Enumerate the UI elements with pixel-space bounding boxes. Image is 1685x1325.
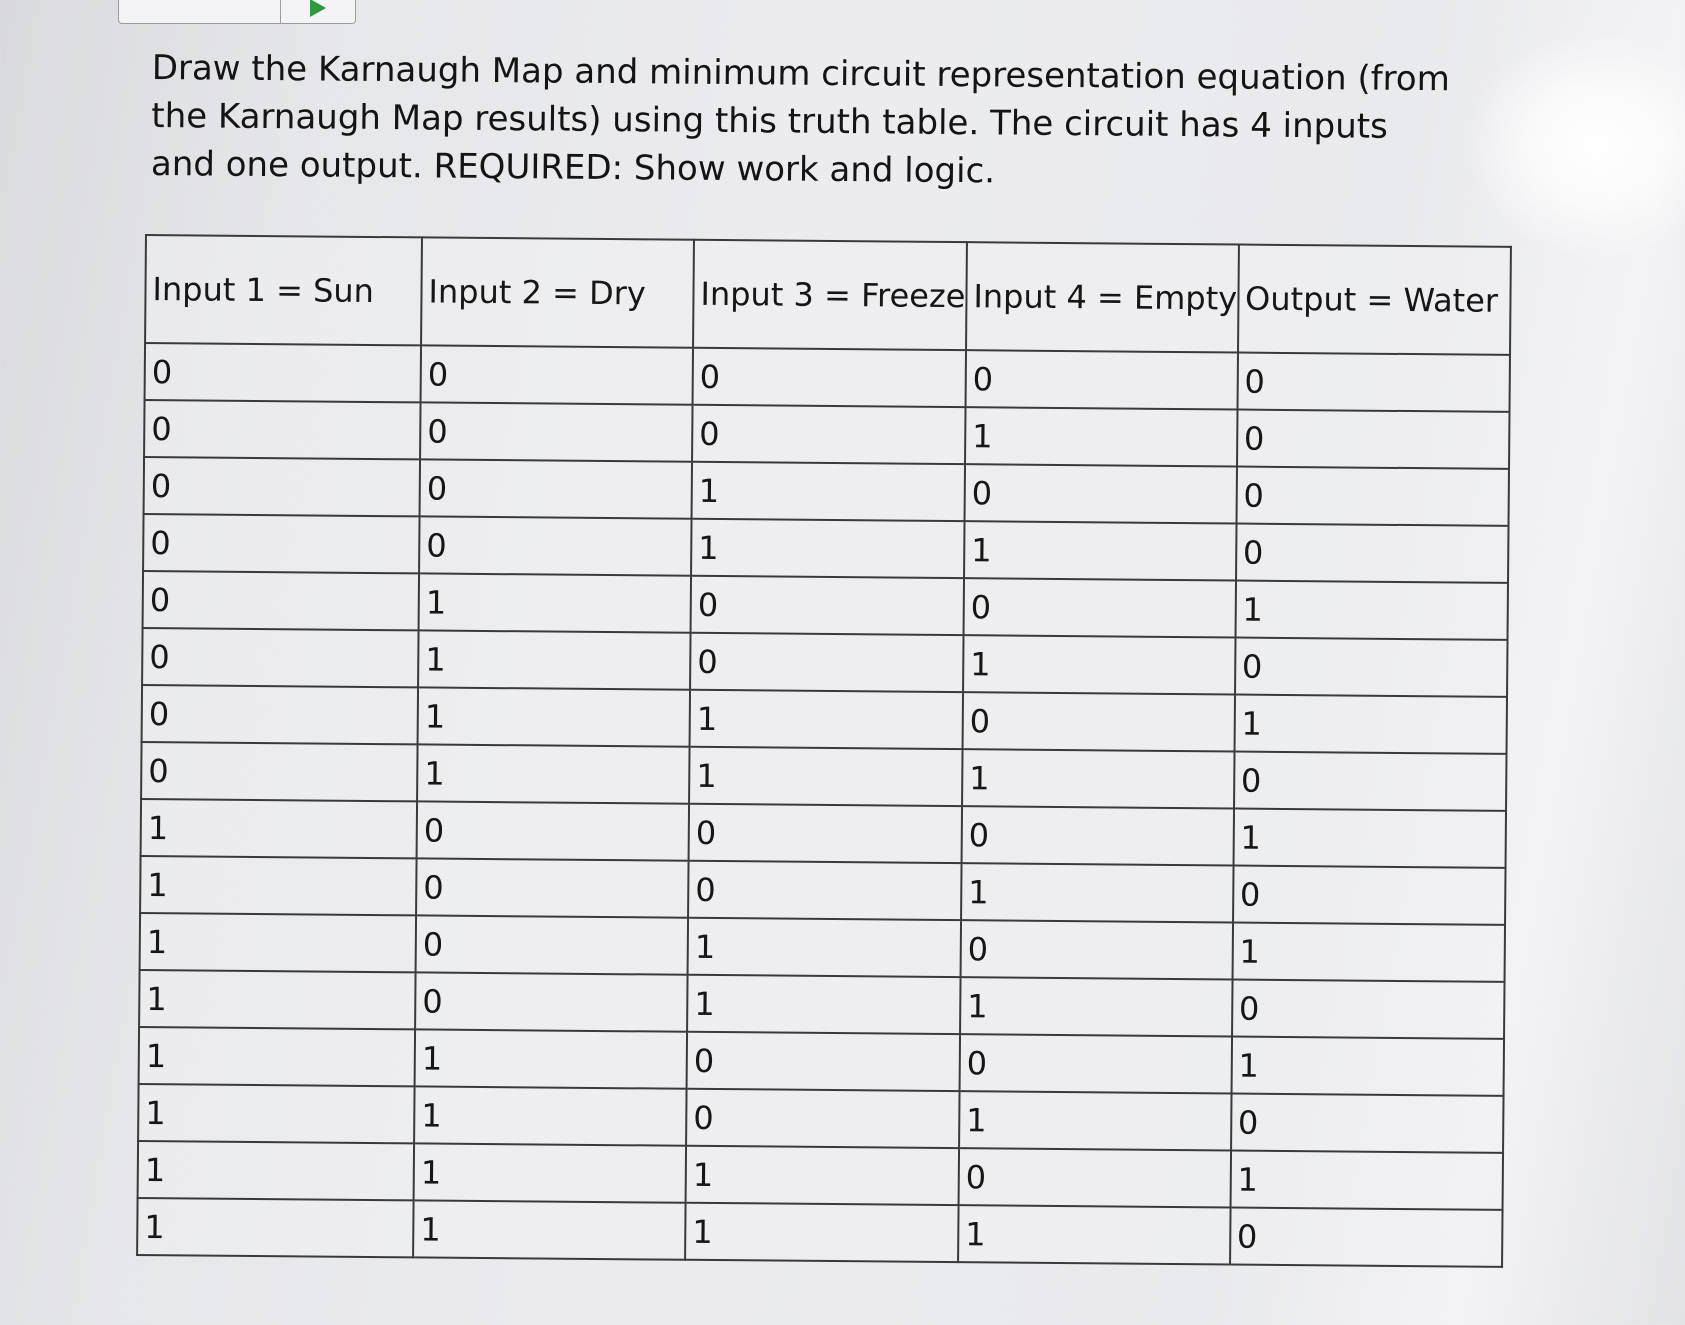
cell-input-2: 1: [414, 1086, 686, 1145]
cell-input-1: 1: [138, 1084, 414, 1143]
cell-output: 1: [1233, 809, 1505, 868]
cell-output: 0: [1230, 1208, 1502, 1267]
header-input-3: Input 3 = Freeze: [693, 240, 967, 350]
cell-input-3: 1: [690, 690, 963, 749]
cell-input-3: 0: [687, 1032, 960, 1091]
header-input-1: Input 1 = Sun: [145, 235, 422, 345]
cell-input-3: 1: [685, 1203, 958, 1262]
cell-input-4: 1: [960, 977, 1232, 1036]
cell-input-3: 0: [689, 804, 962, 863]
cell-output: 0: [1231, 1094, 1503, 1153]
cell-input-1: 1: [138, 1141, 414, 1200]
cell-output: 1: [1232, 923, 1504, 982]
cell-input-2: 1: [418, 630, 690, 689]
cell-input-1: 0: [144, 457, 420, 516]
cell-input-2: 1: [415, 1029, 687, 1088]
cell-input-2: 0: [415, 972, 687, 1031]
cell-input-2: 0: [416, 858, 688, 917]
cell-input-3: 0: [693, 348, 966, 407]
cell-input-1: 1: [139, 1027, 415, 1086]
cell-input-3: 1: [686, 1146, 959, 1205]
truth-table: [136, 234, 1512, 1268]
cell-output: 0: [1236, 524, 1508, 583]
cell-input-4: 1: [965, 407, 1237, 466]
cell-input-1: 0: [144, 400, 420, 459]
cell-input-4: 0: [965, 350, 1237, 409]
cell-input-3: 0: [691, 576, 964, 635]
cell-output: 1: [1234, 695, 1506, 754]
cell-input-4: 1: [962, 749, 1234, 808]
cell-input-1: 1: [137, 1198, 413, 1257]
header-input-4: Input 4 = Empty: [966, 242, 1239, 352]
cell-input-4: 0: [963, 578, 1235, 637]
cell-input-3: 0: [686, 1089, 959, 1148]
cell-input-2: 0: [421, 345, 693, 404]
cell-input-2: 1: [413, 1200, 685, 1259]
cell-input-2: 0: [419, 516, 691, 575]
cell-input-4: 0: [958, 1148, 1230, 1207]
cell-input-2: 1: [414, 1143, 686, 1202]
cell-input-2: 0: [420, 459, 692, 518]
question-text: Draw the Karnaugh Map and minimum circuit representation equation (from the Karnaugh Map results) using this truth table. The circuit has 4 inputs and one output. REQUIRED: Show work and logic.: [150, 47, 1450, 192]
cell-output: 0: [1237, 410, 1509, 469]
header-output: Output = Water: [1238, 245, 1511, 355]
header-row: [145, 235, 1511, 355]
cell-output: 0: [1234, 752, 1506, 811]
cell-input-3: 0: [688, 861, 961, 920]
cell-input-4: 0: [964, 464, 1236, 523]
cell-output: 0: [1235, 638, 1507, 697]
cell-output: 1: [1235, 581, 1507, 640]
cell-input-3: 0: [690, 633, 963, 692]
cell-input-3: 1: [687, 975, 960, 1034]
cell-input-1: 0: [142, 685, 418, 744]
play-button[interactable]: [281, 0, 355, 23]
cell-input-1: 1: [141, 799, 417, 858]
cell-input-2: 0: [417, 801, 689, 860]
audio-toolbar: [118, 0, 356, 24]
cell-output: 0: [1232, 980, 1504, 1039]
cell-input-4: 1: [958, 1205, 1230, 1264]
cell-output: 1: [1230, 1151, 1502, 1210]
cell-input-1: 1: [140, 913, 416, 972]
cell-input-4: 1: [963, 635, 1235, 694]
cell-input-1: 0: [141, 742, 417, 801]
cell-input-2: 1: [418, 687, 690, 746]
cell-output: 1: [1231, 1037, 1503, 1096]
cell-input-1: 1: [140, 856, 416, 915]
cell-input-1: 1: [139, 970, 415, 1029]
cell-input-4: 1: [961, 863, 1233, 922]
truth-table-body: [137, 343, 1510, 1267]
cell-input-2: 1: [419, 573, 691, 632]
cell-input-3: 0: [692, 405, 965, 464]
cell-input-3: 1: [688, 918, 961, 977]
cell-input-2: 1: [417, 744, 689, 803]
cell-input-4: 1: [964, 521, 1236, 580]
cell-input-1: 0: [143, 514, 419, 573]
truth-table-container: [136, 234, 1512, 1268]
cell-input-1: 0: [142, 628, 418, 687]
screen-glare: [1465, 30, 1685, 260]
cell-input-4: 0: [961, 806, 1233, 865]
play-icon: [310, 0, 326, 17]
cell-input-4: 0: [960, 920, 1232, 979]
cell-output: 0: [1237, 353, 1509, 412]
cell-input-4: 0: [959, 1034, 1231, 1093]
cell-input-4: 0: [962, 692, 1234, 751]
cell-input-1: 0: [143, 571, 419, 630]
cell-input-2: 0: [416, 915, 688, 974]
cell-input-2: 0: [420, 402, 692, 461]
table-row: [137, 1198, 1502, 1267]
cell-input-3: 1: [689, 747, 962, 806]
cell-input-4: 1: [959, 1091, 1231, 1150]
cell-input-3: 1: [691, 519, 964, 578]
cell-output: 0: [1233, 866, 1505, 925]
cell-output: 0: [1236, 467, 1508, 526]
cell-input-1: 0: [145, 343, 421, 402]
header-input-2: Input 2 = Dry: [421, 237, 694, 347]
cell-input-3: 1: [692, 462, 965, 521]
listen-button[interactable]: [119, 0, 281, 23]
